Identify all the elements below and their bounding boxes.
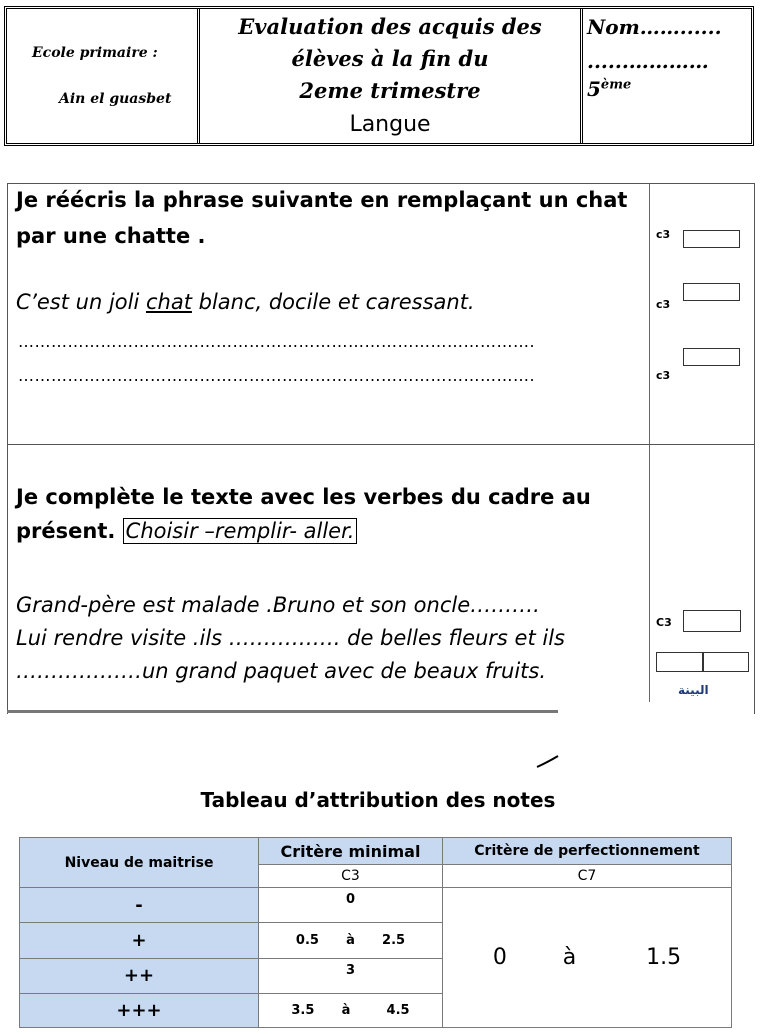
- ex2-instruction-line2: [16, 519, 357, 543]
- ex1-instruction-line2: par une chatte .: [16, 224, 206, 248]
- ex2-bottom-rule: [7, 710, 558, 713]
- header-box: [4, 6, 754, 146]
- title-line2: élèves à la fin du: [291, 46, 489, 71]
- class-base: 5: [587, 77, 601, 101]
- ex2-text-line2: Lui rendre visite .ils ……………. de belles fleurs et ils: [16, 626, 565, 650]
- minimal-header: Critère minimal: [259, 838, 443, 865]
- ex2-verbs-frame: Choisir –remplir- aller.: [123, 518, 358, 544]
- grading-table: [19, 837, 732, 1028]
- level-row-4: +++: [20, 993, 259, 1027]
- class-label: [587, 77, 631, 101]
- name-line2: ......…………: [587, 49, 709, 73]
- name-cell: [583, 9, 751, 143]
- ex2-text-line1: Grand-père est malade .Bruno et son oncle……….: [16, 593, 540, 617]
- exercise-2: [7, 444, 755, 714]
- ex1-sentence-pre: C’est un joli: [16, 290, 146, 314]
- school-cell: [7, 9, 200, 143]
- subject-label: Langue: [349, 112, 431, 137]
- ex1-answer-line2[interactable]: ………………………………………………………………………………….: [18, 366, 536, 385]
- stray-pen-mark: [536, 754, 560, 768]
- title-line1: Evaluation des acquis des: [238, 14, 542, 39]
- ex1-score-box-1[interactable]: [683, 230, 740, 248]
- min-row-4: 3.5 à 4.5: [259, 993, 443, 1027]
- ex1-criterion-label-1: c3: [656, 228, 671, 241]
- grading-table-title: Tableau d’attribution des notes: [200, 788, 556, 812]
- score-column-divider: [649, 184, 650, 444]
- ex1-sentence-underlined: chat: [145, 290, 192, 314]
- ex2-instruction-line1: Je complète le texte avec les verbes du cadre au: [16, 485, 591, 509]
- title-line3: 2eme trimestre: [299, 78, 481, 103]
- class-sup: ème: [600, 77, 632, 93]
- ex2-instruction-present: présent.: [16, 519, 116, 543]
- level-header: Niveau de maitrise: [20, 838, 259, 888]
- perfection-value: 0 à 1.5: [443, 888, 732, 1028]
- ex1-criterion-label-2: c3: [656, 298, 671, 311]
- ex2-criterion-label: C3: [656, 616, 672, 629]
- min-row-1: 0: [259, 888, 443, 923]
- ex2-arabic-label: البينة: [678, 683, 709, 697]
- ex2-score-box-right[interactable]: [703, 652, 749, 672]
- level-row-1: -: [20, 888, 259, 923]
- exercise-1: [7, 183, 755, 445]
- ex1-score-box-3[interactable]: [683, 348, 740, 366]
- ex1-criterion-label-3: c3: [656, 369, 671, 382]
- minimal-code: C3: [259, 865, 443, 888]
- min-row-3: 3: [259, 958, 443, 993]
- school-line2: Ain el guasbet: [59, 91, 172, 107]
- ex2-text-line3: ………………un grand paquet avec de beaux fruits.: [16, 659, 547, 683]
- ex1-sentence-post: blanc, docile et caressant.: [191, 290, 475, 314]
- min-row-2: 0.5 à 2.5: [259, 923, 443, 958]
- score-column-divider-2: [649, 445, 650, 702]
- name-line1: Nom……......: [587, 15, 722, 39]
- ex1-instruction-line1: Je réécris la phrase suivante en remplaçant un chat: [16, 188, 628, 212]
- perfection-code: C7: [443, 865, 732, 888]
- perfection-header: Critère de perfectionnement: [443, 838, 732, 865]
- ex1-answer-line1[interactable]: ………………………………………………………………………………….: [18, 332, 536, 351]
- title-cell: [200, 9, 583, 143]
- ex1-score-box-2[interactable]: [683, 283, 740, 301]
- ex2-score-box[interactable]: [683, 610, 741, 632]
- school-line1: Ecole primaire :: [32, 45, 158, 61]
- ex2-score-box-left[interactable]: [656, 652, 703, 672]
- level-row-2: +: [20, 923, 259, 958]
- level-row-3: ++: [20, 958, 259, 993]
- ex1-sentence: [16, 290, 475, 314]
